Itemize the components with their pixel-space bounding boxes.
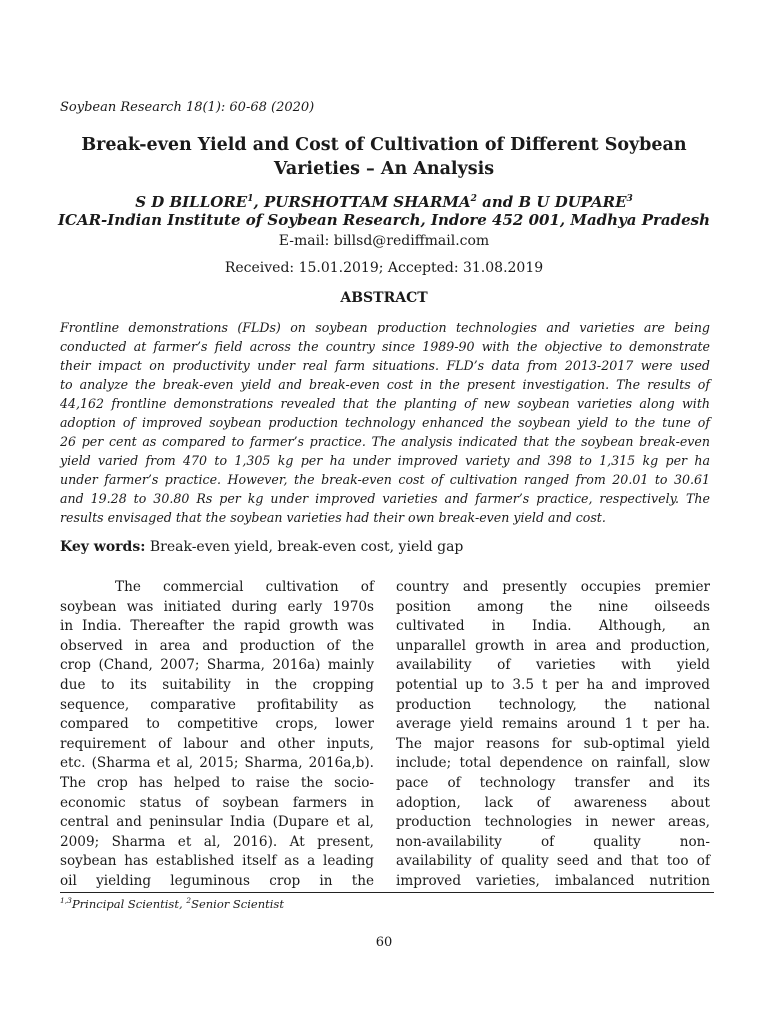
abstract-line: 26 per cent as compared to farmer’s practice. The analysis indicated that the soybean break-even	[60, 434, 710, 449]
body-line: country and presently occupies premier	[396, 579, 710, 595]
body-line: compared to competitive crops, lower	[60, 716, 374, 733]
author-separator-2: and	[476, 193, 519, 211]
title-line-2: Varieties – An Analysis	[273, 159, 495, 179]
abstract-text	[60, 318, 710, 527]
body-line: availability of varieties with yield	[396, 657, 710, 674]
abstract-line: conducted at farmer’s field across the country since 1989-90 with the objective to demonstrate	[60, 339, 710, 354]
author-separator-1: ,	[253, 193, 264, 211]
abstract-line: and 19.28 to 30.80 Rs per kg under improved varieties and farmer’s practice, respectively. The	[60, 491, 710, 506]
body-line: due to its suitability in the cropping	[60, 676, 374, 693]
body-line: etc. (Sharma et al, 2015; Sharma, 2016a,b).	[60, 755, 374, 772]
title-line-1: Break-even Yield and Cost of Cultivation of Different Soybean	[81, 135, 687, 155]
body-column-left	[60, 578, 374, 892]
abstract-line: adoption of improved soybean production technology enhanced the soybean yield to the tune of	[60, 415, 710, 430]
author-3: B U DUPARE	[518, 193, 627, 211]
keywords	[60, 538, 710, 556]
abstract-line: under farmer’s practice. However, the break-even cost of cultivation ranged from 20.01 to 30.61	[60, 472, 710, 487]
body-line: in India. Thereafter the rapid growth was	[60, 618, 374, 635]
keywords-label: Key words:	[60, 539, 146, 555]
author-1-affil-mark: 1	[247, 194, 254, 204]
body-line: crop (Chand, 2007; Sharma, 2016a) mainly	[60, 657, 374, 674]
abstract-line: their impact on productivity under real farm situations. FLD’s data from 2013-2017 were used	[60, 358, 710, 373]
contact-email: E-mail: billsd@rediffmail.com	[278, 233, 490, 249]
body-line: cultivated in India. Although, an	[396, 618, 710, 635]
abstract-line: results envisaged that the soybean varieties had their own break-even yield and cost.	[60, 510, 606, 525]
body-line: potential up to 3.5 t per ha and improved	[396, 676, 710, 693]
footnote-mark-1: 1,3	[60, 896, 72, 905]
footnote	[60, 893, 284, 912]
body-line: production technology, the national	[396, 696, 710, 713]
body-line: The major reasons for sub-optimal yield	[396, 735, 710, 752]
abstract-line: 44,162 frontline demonstrations revealed that the planting of new soybean varieties along with	[60, 396, 710, 411]
abstract-line: yield varied from 470 to 1,305 kg per ha under improved variety and 398 to 1,315 kg per ha	[60, 453, 710, 468]
body-line: economic status of soybean farmers in	[60, 794, 374, 811]
affiliation: ICAR-Indian Institute of Soybean Research, Indore 452 001, Madhya Pradesh	[57, 211, 710, 229]
paper-title	[40, 133, 728, 181]
body-line: availability of quality seed and that too of	[396, 853, 710, 870]
author-list	[40, 189, 728, 212]
body-line: oil yielding leguminous crop in the	[60, 872, 374, 889]
body-column-right	[396, 578, 710, 892]
body-line: non-availability of quality non-	[396, 833, 710, 850]
body-line: observed in area and production of the	[60, 637, 374, 654]
author-2-affil-mark: 2	[470, 194, 477, 204]
journal-citation: Soybean Research 18(1): 60-68 (2020)	[60, 100, 315, 115]
footnote-mark-2: 2	[186, 896, 192, 905]
page-number: 60	[375, 935, 393, 950]
body-line: central and peninsular India (Dupare et al,	[60, 814, 374, 831]
body-line: soybean was initiated during early 1970s	[60, 598, 374, 615]
author-1: S D BILLORE	[135, 193, 248, 211]
author-2: PURSHOTTAM SHARMA	[263, 193, 471, 211]
body-line: adoption, lack of awareness about	[396, 794, 710, 811]
body-line: unparallel growth in area and production,	[396, 637, 710, 654]
author-3-affil-mark: 3	[626, 194, 633, 204]
body-line: The commercial cultivation of	[115, 579, 374, 595]
abstract-heading: ABSTRACT	[340, 290, 428, 306]
body-line: pace of technology transfer and its	[396, 774, 710, 791]
body-line: improved varieties, imbalanced nutrition	[396, 872, 710, 889]
keywords-text: Break-even yield, break-even cost, yield gap	[145, 539, 464, 555]
body-line: sequence, comparative profitability as	[60, 696, 374, 713]
body-line: requirement of labour and other inputs,	[60, 735, 374, 752]
body-line: position among the nine oilseeds	[396, 598, 710, 615]
body-line: production technologies in newer areas,	[396, 814, 710, 831]
body-line: include; total dependence on rainfall, slow	[396, 755, 710, 772]
abstract-line: Frontline demonstrations (FLDs) on soybean production technologies and varieties are being	[60, 320, 710, 335]
footnote-text-1: Principal Scientist,	[71, 896, 187, 911]
body-line: 2009; Sharma et al, 2016). At present,	[60, 833, 374, 850]
footnote-text-2: Senior Scientist	[191, 896, 284, 911]
received-accepted-dates: Received: 15.01.2019; Accepted: 31.08.2019	[224, 260, 544, 276]
abstract-line: to analyze the break-even yield and break-even cost in the present investigation. The results of	[60, 377, 710, 392]
body-line: The crop has helped to raise the socio-	[60, 774, 374, 791]
body-line: soybean has established itself as a leading	[60, 853, 374, 870]
body-line: average yield remains around 1 t per ha.	[396, 716, 710, 733]
